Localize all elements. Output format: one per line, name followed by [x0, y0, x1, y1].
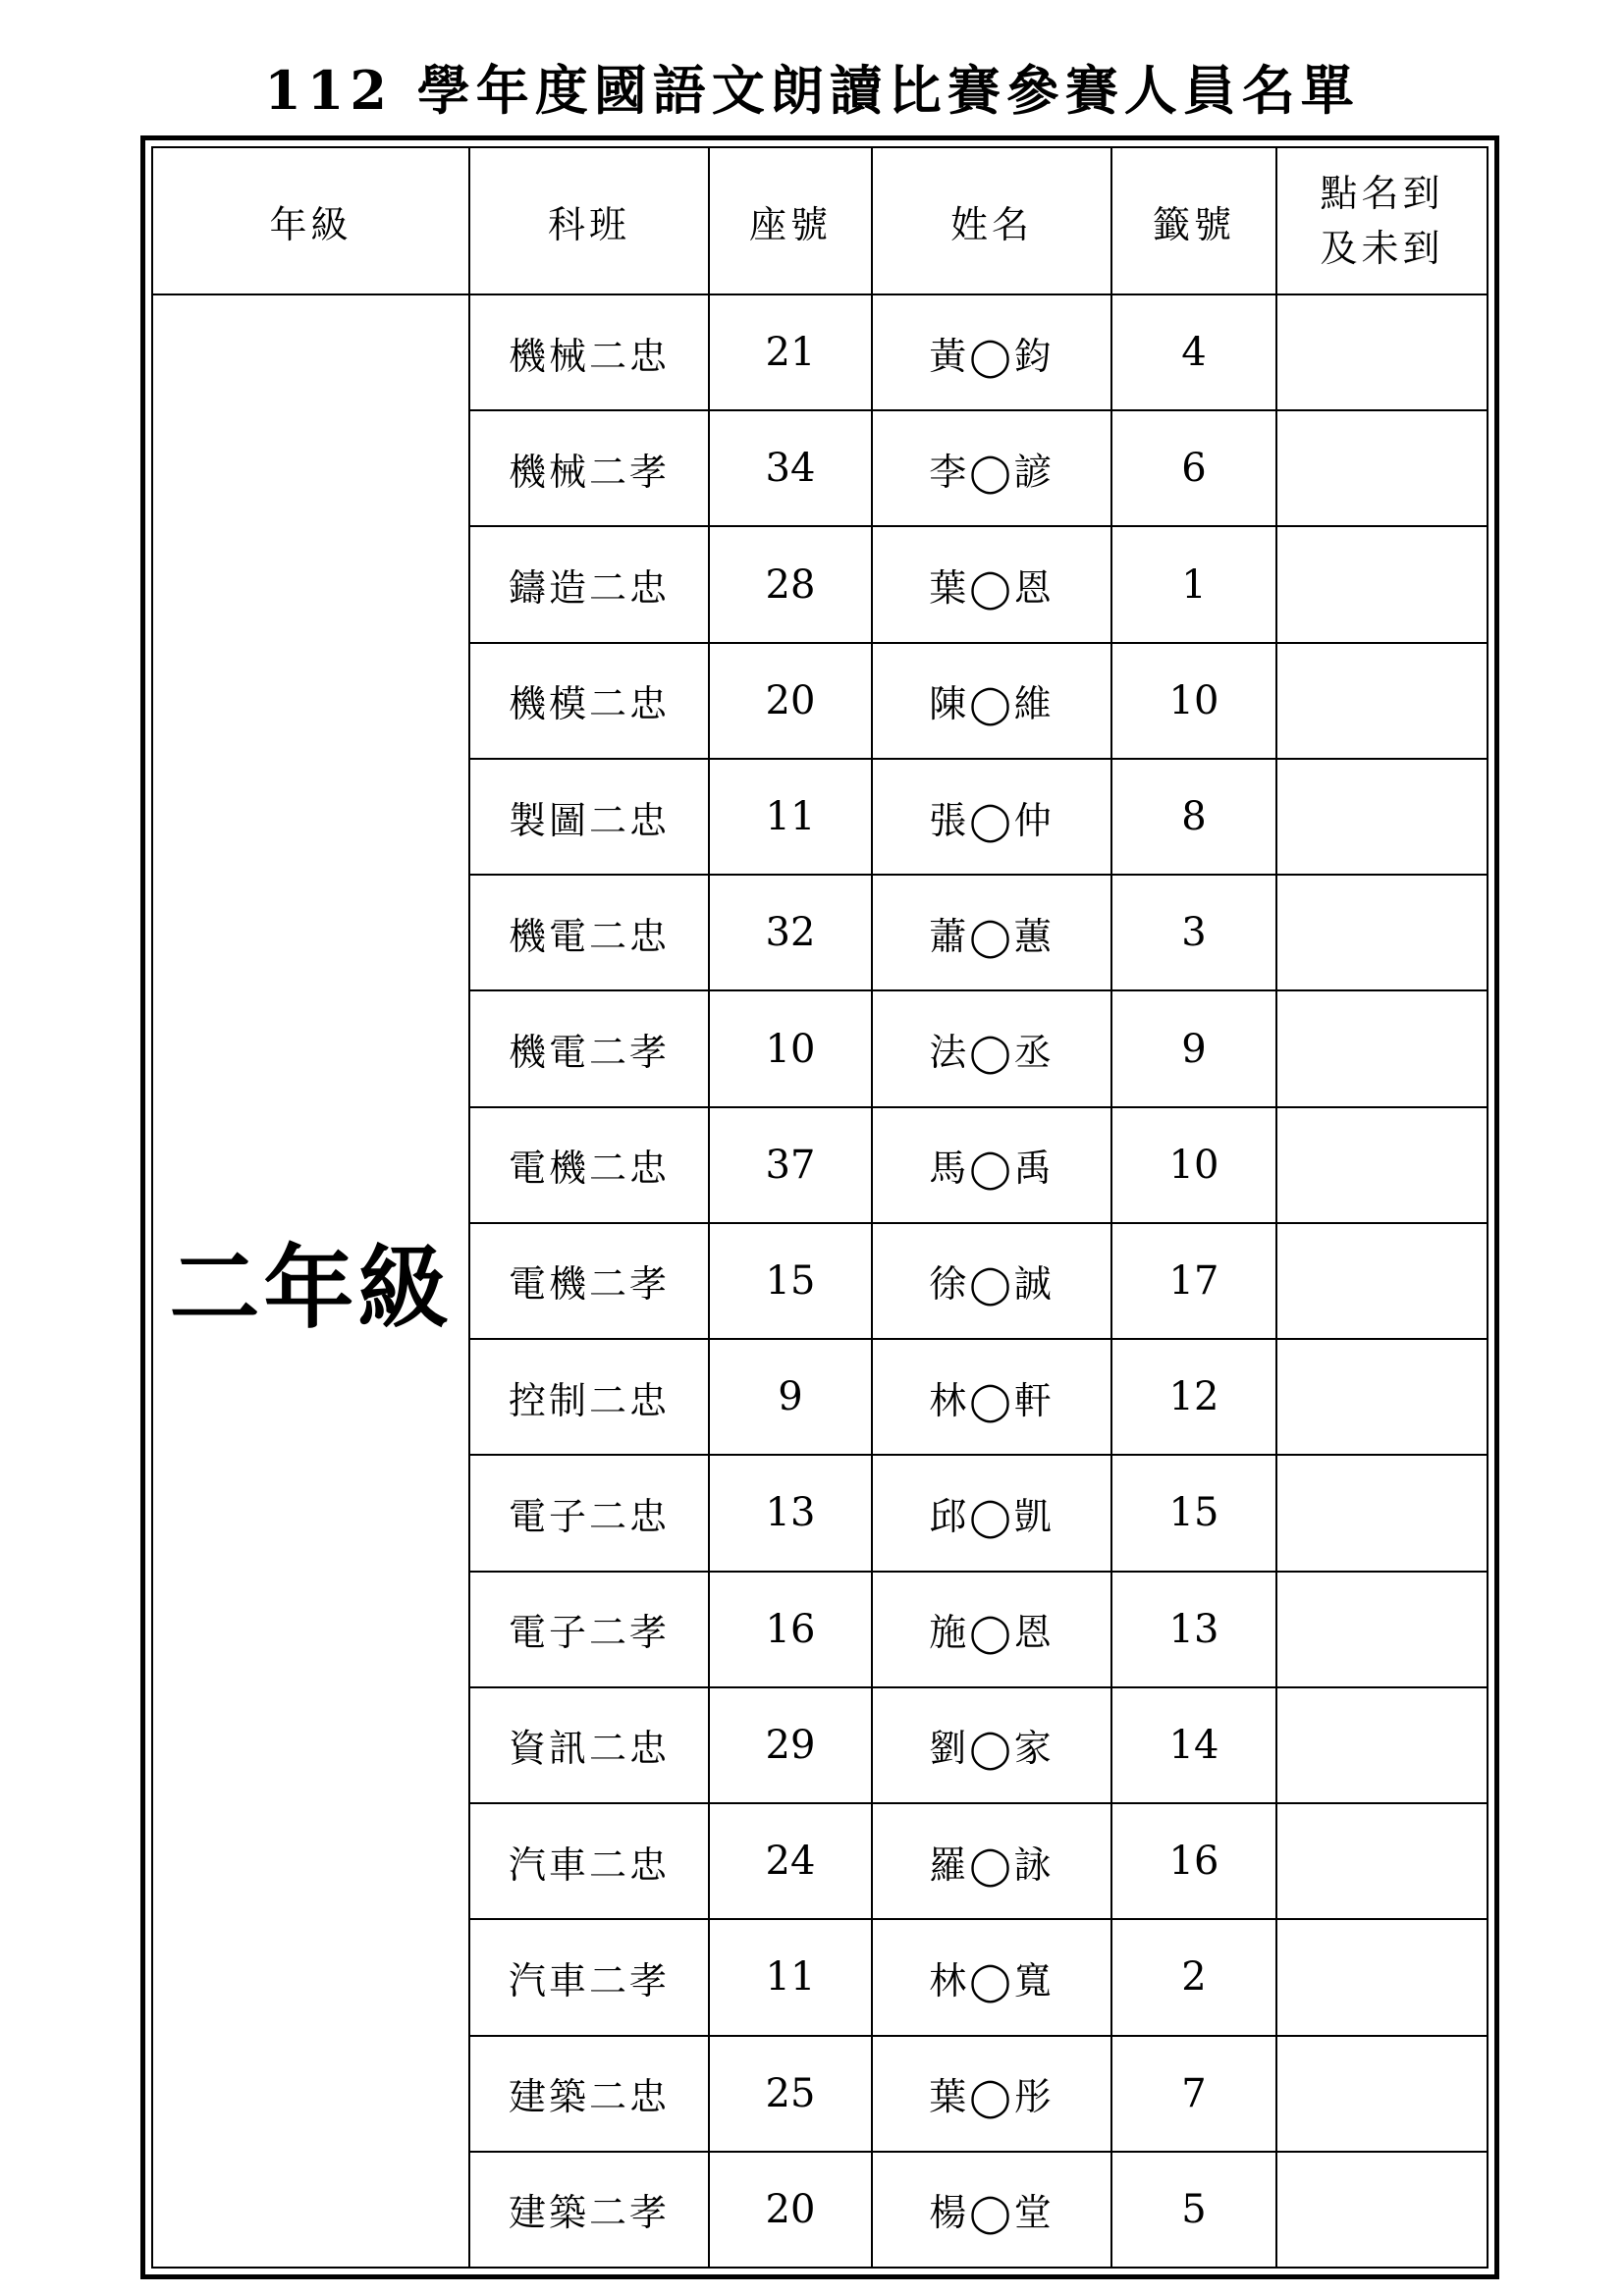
attendance-cell[interactable]: [1276, 1803, 1488, 1919]
seat-cell: 20: [709, 2152, 872, 2268]
attendance-cell[interactable]: [1276, 759, 1488, 875]
seat-cell: 32: [709, 875, 872, 990]
attendance-cell[interactable]: [1276, 2036, 1488, 2152]
name-cell: 楊◯堂: [872, 2152, 1111, 2268]
class-cell: 機模二忠: [469, 643, 709, 759]
class-cell: 汽車二孝: [469, 1919, 709, 2035]
header-attendance: [1276, 147, 1488, 294]
lot-cell: 4: [1111, 294, 1276, 410]
attendance-cell[interactable]: [1276, 1107, 1488, 1223]
grade-cell: 二年級: [152, 294, 469, 2268]
class-cell: 控制二忠: [469, 1339, 709, 1455]
seat-cell: 16: [709, 1572, 872, 1687]
class-cell: 機電二孝: [469, 990, 709, 1106]
name-cell: 張◯仲: [872, 759, 1111, 875]
header-attendance-line2: 及未到: [1320, 227, 1444, 270]
name-cell: 羅◯詠: [872, 1803, 1111, 1919]
attendance-cell[interactable]: [1276, 2152, 1488, 2268]
attendance-cell[interactable]: [1276, 1455, 1488, 1571]
attendance-cell[interactable]: [1276, 410, 1488, 526]
class-cell: 機械二孝: [469, 410, 709, 526]
seat-cell: 15: [709, 1223, 872, 1339]
lot-cell: 13: [1111, 1572, 1276, 1687]
seat-cell: 9: [709, 1339, 872, 1455]
seat-cell: 25: [709, 2036, 872, 2152]
seat-cell: 11: [709, 1919, 872, 2035]
name-cell: 施◯恩: [872, 1572, 1111, 1687]
lot-cell: 12: [1111, 1339, 1276, 1455]
lot-cell: 8: [1111, 759, 1276, 875]
lot-cell: 10: [1111, 1107, 1276, 1223]
class-cell: 機械二忠: [469, 294, 709, 410]
header-grade: 年級: [152, 147, 469, 294]
header-class: 科班: [469, 147, 709, 294]
seat-cell: 24: [709, 1803, 872, 1919]
class-cell: 資訊二忠: [469, 1687, 709, 1803]
attendance-cell[interactable]: [1276, 294, 1488, 410]
name-cell: 葉◯恩: [872, 526, 1111, 642]
header-seat: 座號: [709, 147, 872, 294]
name-cell: 法◯丞: [872, 990, 1111, 1106]
name-cell: 馬◯禹: [872, 1107, 1111, 1223]
lot-cell: 17: [1111, 1223, 1276, 1339]
lot-cell: 14: [1111, 1687, 1276, 1803]
class-cell: 鑄造二忠: [469, 526, 709, 642]
name-cell: 李◯諺: [872, 410, 1111, 526]
attendance-cell[interactable]: [1276, 1223, 1488, 1339]
name-cell: 陳◯維: [872, 643, 1111, 759]
class-cell: 建築二忠: [469, 2036, 709, 2152]
name-cell: 徐◯誠: [872, 1223, 1111, 1339]
lot-cell: 9: [1111, 990, 1276, 1106]
lot-cell: 15: [1111, 1455, 1276, 1571]
lot-cell: 6: [1111, 410, 1276, 526]
seat-cell: 11: [709, 759, 872, 875]
seat-cell: 20: [709, 643, 872, 759]
name-cell: 邱◯凱: [872, 1455, 1111, 1571]
class-cell: 製圖二忠: [469, 759, 709, 875]
seat-cell: 21: [709, 294, 872, 410]
attendance-cell[interactable]: [1276, 526, 1488, 642]
seat-cell: 10: [709, 990, 872, 1106]
lot-cell: 16: [1111, 1803, 1276, 1919]
name-cell: 林◯軒: [872, 1339, 1111, 1455]
class-cell: 電機二忠: [469, 1107, 709, 1223]
roster-body: [152, 294, 1488, 2268]
name-cell: 黃◯鈞: [872, 294, 1111, 410]
attendance-cell[interactable]: [1276, 1339, 1488, 1455]
class-cell: 電子二忠: [469, 1455, 709, 1571]
table-row: [152, 294, 1488, 410]
class-cell: 電子二孝: [469, 1572, 709, 1687]
attendance-cell[interactable]: [1276, 990, 1488, 1106]
attendance-cell[interactable]: [1276, 643, 1488, 759]
lot-cell: 1: [1111, 526, 1276, 642]
seat-cell: 13: [709, 1455, 872, 1571]
name-cell: 蕭◯蕙: [872, 875, 1111, 990]
page-title: 112 學年度國語文朗讀比賽參賽人員名單: [264, 59, 1360, 122]
header-lot: 籤號: [1111, 147, 1276, 294]
name-cell: 葉◯彤: [872, 2036, 1111, 2152]
roster-table-frame: [140, 135, 1499, 2279]
header-name: 姓名: [872, 147, 1111, 294]
lot-cell: 3: [1111, 875, 1276, 990]
seat-cell: 34: [709, 410, 872, 526]
class-cell: 機電二忠: [469, 875, 709, 990]
header-attendance-line1: 點名到: [1320, 172, 1444, 215]
seat-cell: 29: [709, 1687, 872, 1803]
lot-cell: 2: [1111, 1919, 1276, 2035]
attendance-cell[interactable]: [1276, 1687, 1488, 1803]
lot-cell: 7: [1111, 2036, 1276, 2152]
header-row: [152, 147, 1488, 294]
seat-cell: 37: [709, 1107, 872, 1223]
attendance-cell[interactable]: [1276, 875, 1488, 990]
lot-cell: 5: [1111, 2152, 1276, 2268]
name-cell: 林◯寬: [872, 1919, 1111, 2035]
roster-table: [151, 146, 1489, 2269]
attendance-cell[interactable]: [1276, 1572, 1488, 1687]
class-cell: 電機二孝: [469, 1223, 709, 1339]
seat-cell: 28: [709, 526, 872, 642]
name-cell: 劉◯家: [872, 1687, 1111, 1803]
class-cell: 汽車二忠: [469, 1803, 709, 1919]
attendance-cell[interactable]: [1276, 1919, 1488, 2035]
class-cell: 建築二孝: [469, 2152, 709, 2268]
lot-cell: 10: [1111, 643, 1276, 759]
